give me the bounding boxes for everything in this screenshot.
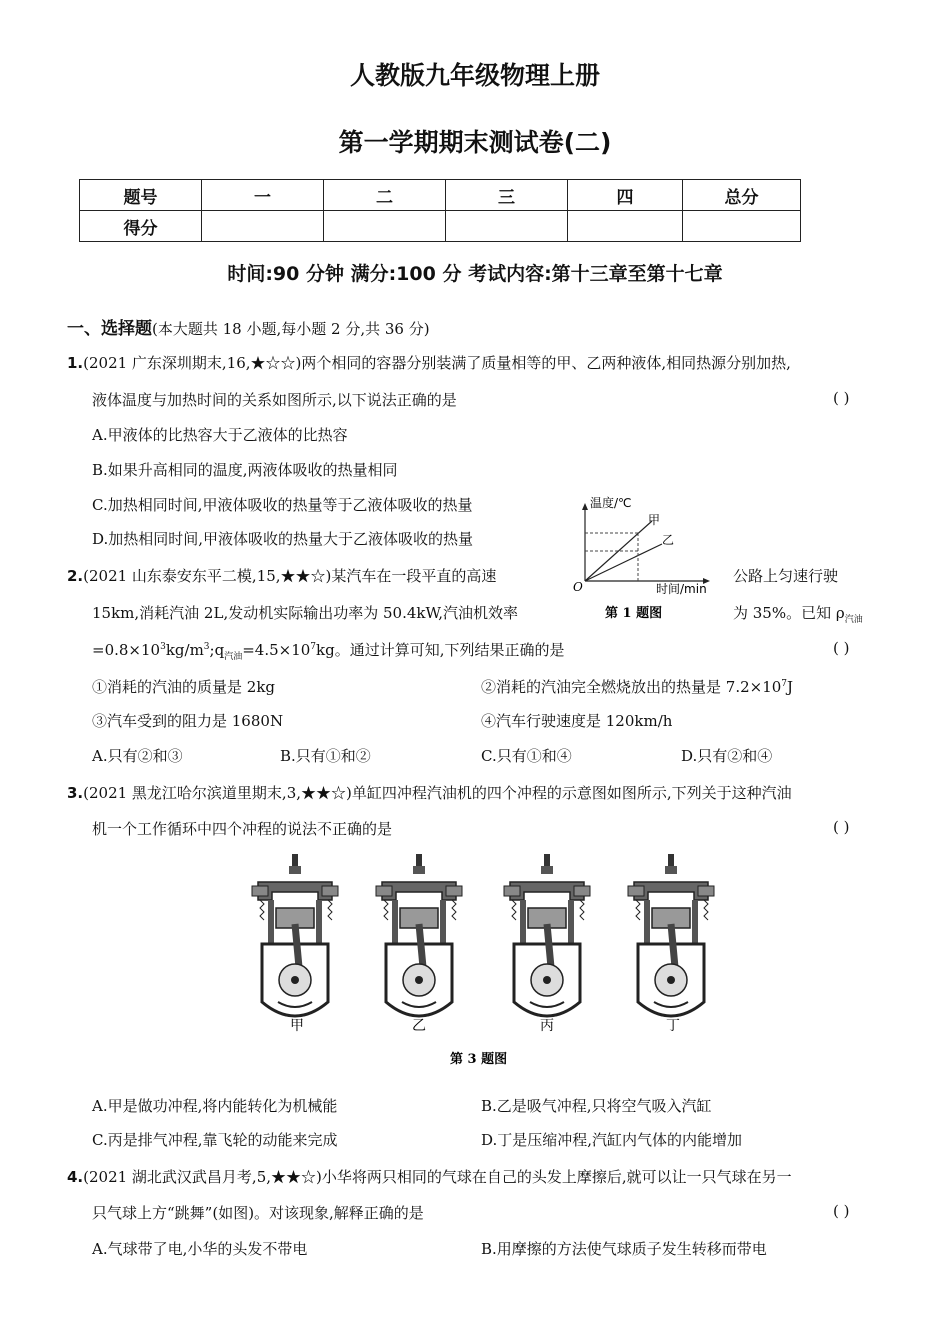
- page-title: 人教版九年级物理上册: [349, 61, 600, 90]
- q1-option-d: D.加热相同时间,甲液体吸收的热量大于乙液体吸收的热量: [92, 530, 474, 548]
- q2-text: ;q: [209, 641, 225, 659]
- engine-label-bing: 丙: [540, 1018, 554, 1034]
- score-input-cell: [683, 211, 801, 242]
- q1-option-b: B.如果升高相同的温度,两液体吸收的热量相同: [92, 461, 398, 479]
- fig-xlabel: 时间/min: [656, 582, 707, 596]
- line-yi: [585, 544, 662, 581]
- section-note: (本大题共 18 小题,每小题 2 分,共 36 分): [152, 320, 430, 338]
- q3-line2: 机一个工作循环中四个冲程的说法不正确的是: [92, 820, 393, 838]
- fig-caption: 第 1 题图: [605, 606, 663, 621]
- question-number: 2.: [67, 567, 84, 585]
- q2-option-d: D.只有②和④: [681, 747, 773, 765]
- q2-line1a: [67, 565, 496, 586]
- superscript: 7: [310, 642, 317, 652]
- answer-paren: ( ): [833, 1202, 850, 1220]
- q2-text: kg。通过计算可知,下列结果正确的是: [316, 641, 565, 659]
- q1-line2: 液体温度与加热时间的关系如图所示,以下说法正确的是: [92, 391, 457, 409]
- score-table: [79, 179, 801, 242]
- q4-stem: (2021 湖北武汉武昌月考,5,★★☆)小华将两只相同的气球在自己的头发上摩擦后,就可以让一只气球在另一: [83, 1168, 792, 1186]
- q3-option-b: B.乙是吸气冲程,只将空气吸入汽缸: [481, 1097, 712, 1115]
- score-cell: 一: [202, 180, 324, 211]
- y-axis-arrow-icon: [582, 503, 588, 510]
- q2-statement-3: ③汽车受到的阻力是 1680N: [92, 712, 284, 730]
- score-input-cell: [202, 211, 324, 242]
- q3-option-a: A.甲是做功冲程,将内能转化为机械能: [92, 1097, 338, 1115]
- q2-text: kg/m: [165, 641, 204, 659]
- q2-statement-4: ④汽车行驶速度是 120km/h: [481, 712, 673, 730]
- q2-text: ②消耗的汽油完全燃烧放出的热量是 7.2×10: [481, 678, 782, 696]
- score-cell: 总分: [683, 180, 801, 211]
- section-heading: [67, 314, 430, 339]
- q3-stem: (2021 黑龙江哈尔滨道里期末,3,★★☆)单缸四冲程汽油机的四个冲程的示意图如图所示,下列关于这种汽油: [83, 784, 792, 802]
- q1-option-a: A.甲液体的比热容大于乙液体的比热容: [92, 426, 348, 444]
- q2-text: =4.5×10: [242, 641, 311, 659]
- answer-paren: ( ): [833, 389, 850, 407]
- q4-line2: 只气球上方“跳舞”(如图)。对该现象,解释正确的是: [92, 1204, 424, 1222]
- answer-paren: ( ): [833, 818, 850, 836]
- section-title: 一、选择题: [67, 319, 152, 339]
- q3-option-c: C.丙是排气冲程,靠飞轮的动能来完成: [92, 1131, 338, 1149]
- q2-statement-1: ①消耗的汽油的质量是 2kg: [92, 678, 276, 696]
- engine-label-yi: 乙: [412, 1018, 426, 1034]
- superscript: 3: [160, 642, 166, 652]
- q1-stem: (2021 广东深圳期末,16,★☆☆)两个相同的容器分别装满了质量相等的甲、乙两种液体,相同热源分别加热,: [83, 354, 791, 372]
- engine-strokes-figure: [240, 852, 720, 1074]
- engine-yi: [376, 854, 462, 1016]
- q2-option-a: A.只有②和③: [92, 747, 183, 765]
- q1-option-c: C.加热相同时间,甲液体吸收的热量等于乙液体吸收的热量: [92, 496, 473, 514]
- score-input-cell: [446, 211, 568, 242]
- q2-line3: [92, 639, 565, 662]
- score-input-cell: [568, 211, 683, 242]
- fig-label-jia: 甲: [648, 513, 661, 527]
- q2-option-b: B.只有①和②: [280, 747, 371, 765]
- engine-label-jia: 甲: [290, 1018, 304, 1034]
- q2-stem: (2021 山东泰安东平二模,15,★★☆)某汽车在一段平直的高速: [83, 567, 497, 585]
- q2-option-c: C.只有①和④: [481, 747, 572, 765]
- score-cell: 三: [446, 180, 568, 211]
- q4-line1: [67, 1166, 792, 1187]
- page-subtitle: 第一学期期末测试卷(二): [338, 128, 612, 157]
- q2-statement-2: [481, 676, 793, 697]
- score-table-score-row: [80, 211, 801, 242]
- answer-paren: ( ): [833, 639, 850, 657]
- q3-option-d: D.丁是压缩冲程,汽缸内气体的内能增加: [481, 1131, 743, 1149]
- q1-figure: [560, 493, 730, 625]
- fig-origin: O: [573, 580, 583, 594]
- q3-fig-caption: 第 3 题图: [450, 1052, 508, 1067]
- question-number: 3.: [67, 784, 84, 802]
- q2-text: J: [787, 678, 794, 696]
- fig-ylabel: 温度/℃: [590, 496, 632, 510]
- q2-line1b: 公路上匀速行驶: [733, 567, 839, 585]
- score-cell: 四: [568, 180, 683, 211]
- subscript: 汽油: [224, 652, 243, 662]
- q4-option-b: B.用摩擦的方法使气球质子发生转移而带电: [481, 1240, 767, 1258]
- subscript: 汽油: [844, 615, 863, 625]
- q2-line2b: [733, 602, 863, 625]
- q2-text: =0.8×10: [92, 641, 161, 659]
- superscript: 7: [781, 679, 788, 689]
- superscript: 3: [203, 642, 210, 652]
- q1-line1: [67, 352, 791, 373]
- engine-jia: [252, 854, 338, 1016]
- q3-line1: [67, 782, 792, 803]
- score-table-header-row: [80, 180, 801, 211]
- exam-info: 时间:90 分钟 满分:100 分 考试内容:第十三章至第十七章: [227, 263, 723, 285]
- score-cell: 题号: [80, 180, 202, 211]
- engine-bing: [504, 854, 590, 1016]
- fig-label-yi: 乙: [662, 533, 675, 547]
- engine-ding: [628, 854, 714, 1016]
- score-input-cell: [324, 211, 446, 242]
- question-number: 1.: [67, 354, 84, 372]
- question-number: 4.: [67, 1168, 84, 1186]
- q4-option-a: A.气球带了电,小华的头发不带电: [92, 1240, 308, 1258]
- score-cell: 二: [324, 180, 446, 211]
- score-cell: 得分: [80, 211, 202, 242]
- q2-text: 为 35%。已知 ρ: [733, 604, 845, 622]
- engine-label-ding: 丁: [666, 1018, 680, 1034]
- q2-line2a: 15km,消耗汽油 2L,发动机实际输出功率为 50.4kW,汽油机效率: [92, 604, 519, 622]
